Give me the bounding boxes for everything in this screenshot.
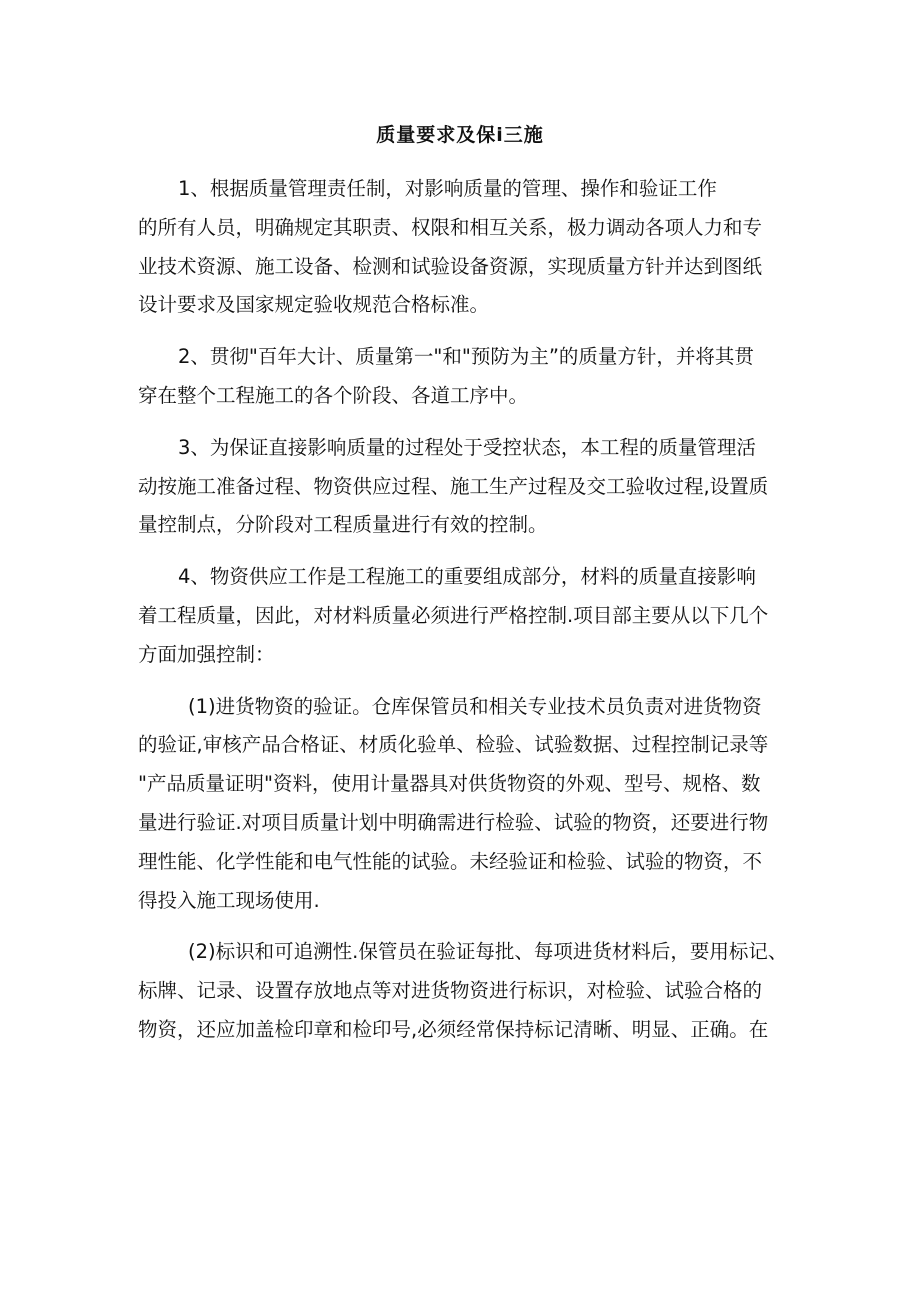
paragraph-line: 业技术资源、施工设备、检测和试验设备资源，实现质量方针并达到图纸 xyxy=(138,254,763,278)
paragraph-5 xyxy=(138,688,788,921)
paragraph-line: 标牌、记录、设置存放地点等对进货物资进行标识，对检验、试验合格的 xyxy=(138,979,763,1003)
paragraph-line: 物资，还应加盖检印章和检印号,必须经常保持标记清晰、明显、正确。在 xyxy=(138,1017,769,1041)
paragraph-line: 理性能、化学性能和电气性能的试验。未经验证和检验、试验的物资，不 xyxy=(138,849,763,873)
document-body xyxy=(138,170,788,1050)
paragraph-line: 3、为保证直接影响质量的过程处于受控状态，本工程的质量管理活 xyxy=(178,435,756,459)
paragraph-line: 穿在整个工程施工的各个阶段、各道工序中。 xyxy=(138,383,529,407)
paragraph-line: (1)进货物资的验证。仓库保管员和相关专业技术员负责对进货物资 xyxy=(188,694,762,718)
paragraph-line: (2)标识和可追溯性.保管员在验证每批、每项进货材料后，要用标记、 xyxy=(188,940,788,964)
paragraph-line: 量控制点，分阶段对工程质量进行有效的控制。 xyxy=(138,513,548,537)
document-title: 质量要求及保i三施 xyxy=(376,124,544,146)
paragraph-3 xyxy=(138,429,788,545)
paragraph-4 xyxy=(138,558,788,674)
paragraph-line: 的验证,审核产品合格证、材质化验单、检验、试验数据、过程控制记录等 xyxy=(138,733,769,757)
paragraph-1 xyxy=(138,170,788,325)
paragraph-line: 动按施工准备过程、物资供应过程、施工生产过程及交工验收过程,设置质 xyxy=(138,474,769,498)
paragraph-6 xyxy=(138,933,788,1049)
paragraph-line: 设计要求及国家规定验收规范合格标准。 xyxy=(138,293,490,317)
paragraph-line: 的所有人员，明确规定其职责、权限和相互关系，极力调动各项人力和专 xyxy=(138,215,763,239)
paragraph-2 xyxy=(138,338,788,416)
paragraph-line: 1、根据质量管理责任制，对影响质量的管理、操作和验证工作 xyxy=(178,177,717,200)
paragraph-line: 量进行验证.对项目质量计划中明确需进行检验、试验的物资，还要进行物 xyxy=(138,810,769,834)
paragraph-line: 着工程质量，因此，对材料质量必须进行严格控制.项目部主要从以下几个 xyxy=(138,603,769,627)
paragraph-line: 得投入施工现场使用. xyxy=(138,888,320,912)
paragraph-line: 2、贯彻"百年大计、质量第一"和"预防为主”的质量方针，并将其贯 xyxy=(178,345,754,369)
paragraph-line: 4、物资供应工作是工程施工的重要组成部分，材料的质量直接影响 xyxy=(178,565,756,589)
paragraph-line: "产品质量证明"资料，使用计量器具对供货物资的外观、型号、规格、数 xyxy=(138,772,761,796)
paragraph-line: 方面加强控制： xyxy=(138,642,275,666)
